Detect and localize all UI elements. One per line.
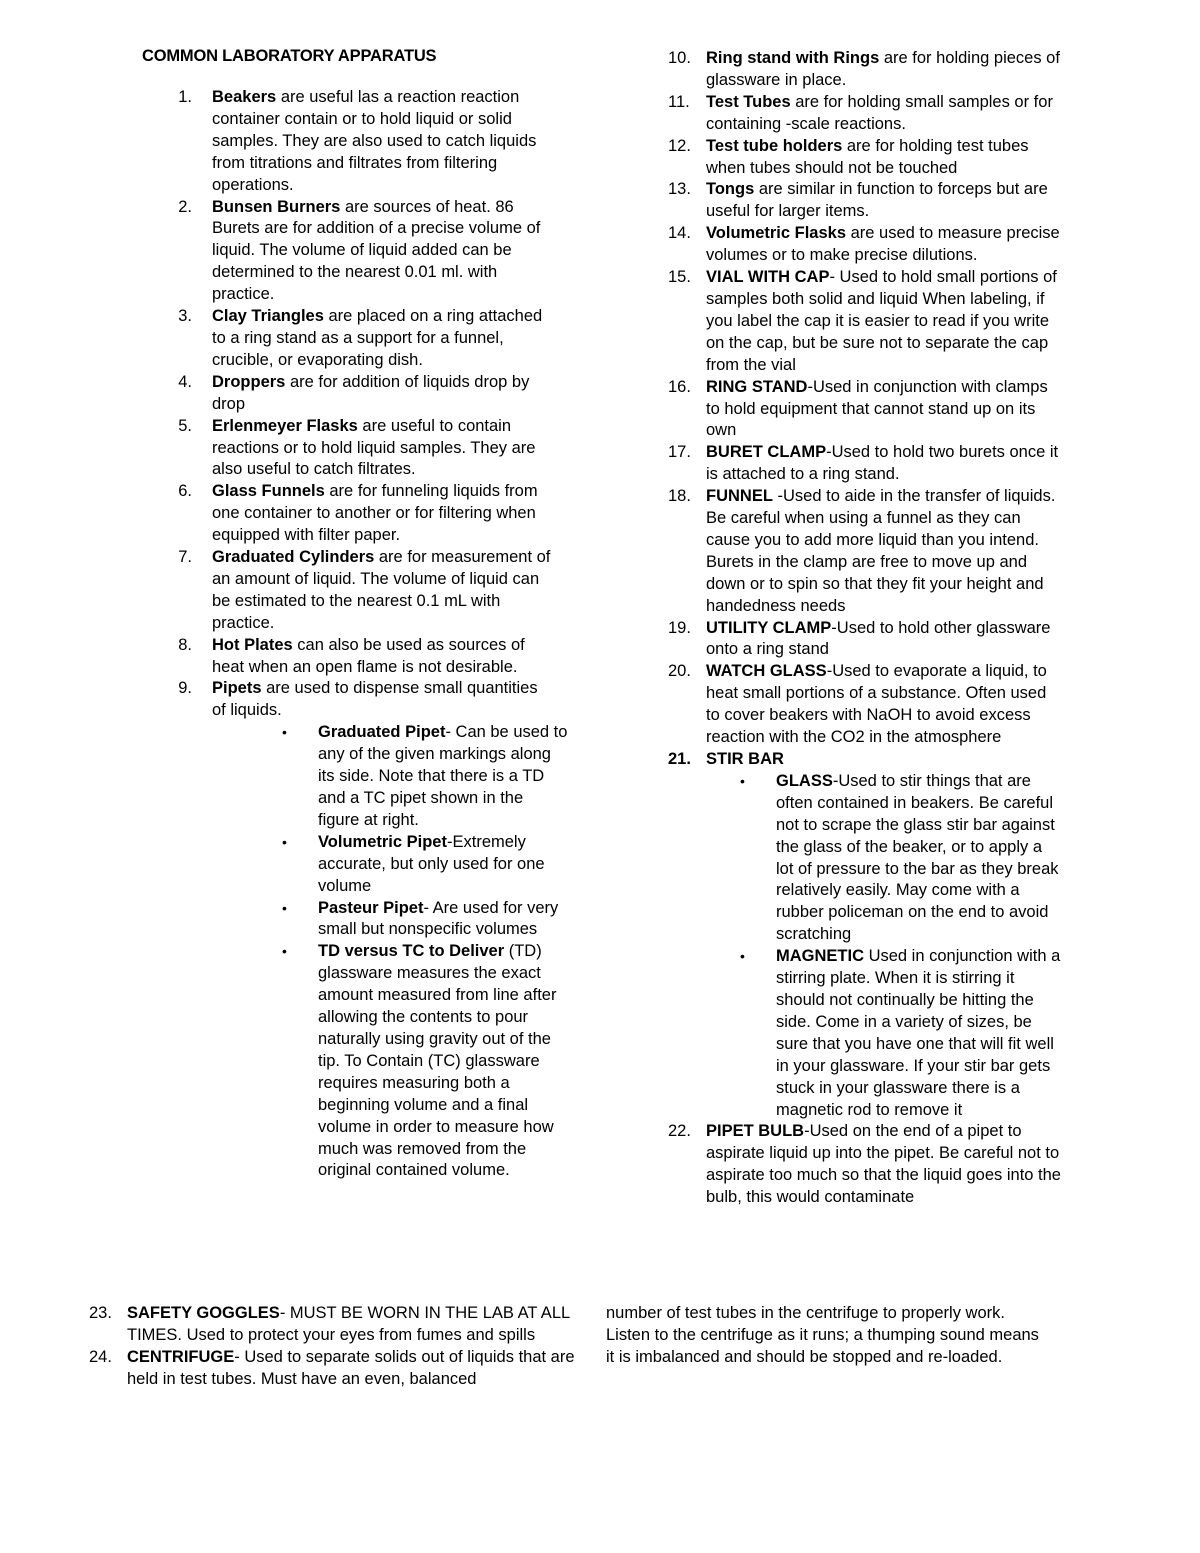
item-term: UTILITY CLAMP <box>706 618 832 637</box>
item-text: are for measurement of an amount of liquid. The volume of liquid can be estimated to the nearest 0.1 mL with practice. <box>212 548 551 632</box>
item-term: Graduated Cylinders <box>212 548 375 567</box>
bullet-item <box>282 941 568 1182</box>
item-term: STIR BAR <box>706 750 784 768</box>
item-text: -Used in conjunction with clamps to hold equipment that cannot stand up on its own <box>706 377 1048 440</box>
bullet-icon: • <box>282 724 287 741</box>
item-term: SAFETY GOGGLES <box>127 1304 280 1322</box>
list-item <box>89 1303 577 1347</box>
item-text: are for holding pieces of glassware in place. <box>706 49 1060 89</box>
bottom-left-column <box>89 1303 589 1391</box>
list-item <box>176 306 552 372</box>
list-item <box>176 635 552 679</box>
item-number: 17. <box>668 443 691 462</box>
item-number: 8. <box>178 635 192 654</box>
bullet-text: Used in conjunction with a stirring plate. When it is stirring it should not continually be hitting the side. Come in a variety of sizes, be sure that you have one that will fit well in your glassware. If your stir bar gets stuck in your glassware there is a magnetic rod to remove it <box>776 947 1061 1119</box>
bullet-term: Volumetric Pipet <box>318 832 447 851</box>
bullet-text: -Used to stir things that are often contained in beakers. Be careful not to scrape the glass stir bar against the glass of the beaker, or to apply a lot of pressure to the bar as they break relatively easily. May come with a rubber policeman on the end to avoid scratching <box>776 771 1059 944</box>
bullet-item <box>282 898 568 942</box>
item-number: 10. <box>668 49 691 67</box>
item-term: Test Tubes <box>706 92 791 111</box>
list-item <box>668 749 1062 771</box>
item-term: RING STAND <box>706 377 808 396</box>
item-number: 3. <box>178 307 192 326</box>
stirbar-bullet-list <box>668 771 1064 1122</box>
item-number: 7. <box>178 548 192 567</box>
bullet-icon: • <box>282 899 287 916</box>
item-text: are placed on a ring attached to a ring stand as a support for a funnel, crucible, or evaporating dish. <box>212 307 543 369</box>
item-text: -Used to aide in the transfer of liquids. Be careful when using a funnel as they can cause you to add more liquid than you intend. Burets in the clamp are free to move up and down or to spin so that they fit your height and handedness needs <box>706 487 1056 615</box>
bottom-right-column <box>606 1303 1046 1369</box>
item-number: 22. <box>668 1122 691 1141</box>
right-column <box>668 48 1068 1209</box>
item-term: Tongs <box>706 180 755 199</box>
item-text: are for funneling liquids from one container to another or for filtering when equipped with filter paper. <box>212 482 538 545</box>
list-item <box>176 197 552 307</box>
item-number: 2. <box>178 197 192 216</box>
bullet-item <box>282 722 568 832</box>
item-number: 18. <box>668 487 691 506</box>
item-term: PIPET BULB <box>706 1122 805 1141</box>
bullet-item <box>740 771 1064 946</box>
item-text: can also be used as sources of heat when an open flame is not desirable. <box>212 635 525 676</box>
bullet-term: MAGNETIC <box>776 947 864 966</box>
item-text: -Used on the end of a pipet to aspirate liquid up into the pipet. Be careful not to aspirate too much so that the liquid goes into the bulb, this would contaminate <box>706 1122 1061 1207</box>
list-item <box>668 48 1062 92</box>
item-number: 15. <box>668 268 691 287</box>
list-item <box>668 661 1062 749</box>
bullet-term: TD versus TC to Deliver <box>318 942 505 961</box>
item-number: 14. <box>668 224 691 243</box>
item-text: -Used to hold two burets once it is attached to a ring stand. <box>706 443 1059 484</box>
bullet-text: - Are used for very small but nonspecific volumes <box>318 898 559 939</box>
bullet-text: - Can be used to any of the given markings along its side. Note that there is a TD and a TC pipet shown in the figure at right. <box>318 723 568 829</box>
list-item <box>668 179 1062 223</box>
item-term: Beakers <box>212 88 277 106</box>
item-number: 12. <box>668 136 691 155</box>
bullet-text: (TD) glassware measures the exact amount measured from line after allowing the contents to pour naturally using gravity out of the tip. To Contain (TC) glassware requires measuring both a beginning volume and a final volume in order to measure how much was removed from the original contained volume. <box>318 942 557 1180</box>
item-text: are used to measure precise volumes or to make precise dilutions. <box>706 224 1060 265</box>
item-number: 19. <box>668 618 691 637</box>
bullet-term: GLASS <box>776 771 833 790</box>
list-item <box>176 416 552 482</box>
list-item <box>176 372 552 416</box>
bullet-item <box>282 832 568 898</box>
item-number: 5. <box>178 416 192 435</box>
bullet-item <box>740 946 1064 1121</box>
item-text: are similar in function to forceps but are useful for larger items. <box>706 180 1048 221</box>
item-term: WATCH GLASS <box>706 662 827 681</box>
list-item <box>668 442 1062 486</box>
item-number: 16. <box>668 377 691 396</box>
item-term: Ring stand with Rings <box>706 49 880 67</box>
list-item <box>176 547 552 635</box>
bullet-icon: • <box>740 772 745 789</box>
list-item <box>668 618 1062 662</box>
item-number: 4. <box>178 372 192 391</box>
item-term: Droppers <box>212 372 286 391</box>
item-term: FUNNEL <box>706 487 773 506</box>
item-text: are useful to contain reactions or to hold liquid samples. They are also useful to catch filtrates. <box>212 416 536 479</box>
list-item <box>668 267 1062 377</box>
item-term: Erlenmeyer Flasks <box>212 416 358 435</box>
bullet-text: -Extremely accurate, but only used for one volume <box>318 832 545 895</box>
continuation-text: number of test tubes in the centrifuge to properly work. Listen to the centrifuge as it runs; a thumping sound means it is imbalanced and should be stopped and re-loaded. <box>606 1304 1039 1366</box>
left-column <box>176 87 576 1182</box>
item-number: 23. <box>89 1304 112 1322</box>
item-number: 9. <box>178 679 192 698</box>
bullet-icon: • <box>282 943 287 960</box>
page-title: COMMON LABORATORY APPARATUS <box>142 47 437 65</box>
item-term: Clay Triangles <box>212 307 324 326</box>
item-number: 11. <box>668 92 690 111</box>
item-text: are for addition of liquids drop by drop <box>212 372 530 413</box>
item-term: Bunsen Burners <box>212 197 341 216</box>
item-text: are for holding test tubes when tubes should not be touched <box>706 136 1029 177</box>
list-item <box>668 223 1062 267</box>
list-item <box>176 87 552 197</box>
list-item <box>668 377 1062 443</box>
item-number: 24. <box>89 1347 112 1366</box>
list-item <box>176 678 552 722</box>
bullet-icon: • <box>740 948 745 965</box>
bullet-term: Pasteur Pipet <box>318 898 424 917</box>
item-text: are for holding small samples or for containing -scale reactions. <box>706 92 1053 133</box>
item-text: -Used to evaporate a liquid, to heat small portions of a substance. Often used to cover beakers with NaOH to avoid excess reaction with the CO2 in the atmosphere <box>706 662 1047 747</box>
list-item <box>668 92 1062 136</box>
item-number: 20. <box>668 662 691 681</box>
list-item <box>89 1347 577 1391</box>
item-term: Test tube holders <box>706 136 843 155</box>
item-text: are sources of heat. 86 Burets are for addition of a precise volume of liquid. The volume of liquid added can be determined to the nearest 0.01 ml. with practice. <box>212 197 541 304</box>
item-term: Glass Funnels <box>212 482 325 501</box>
item-text: are useful las a reaction reaction container contain or to hold liquid or solid samples. They are also used to catch liquids from titrations and filtrates from filtering operations. <box>212 88 537 194</box>
bullet-icon: • <box>282 833 287 850</box>
list-item <box>176 481 552 547</box>
item-text: -Used to hold other glassware onto a ring stand <box>706 618 1051 659</box>
item-text: are used to dispense small quantities of liquids. <box>212 679 538 720</box>
item-term: Pipets <box>212 679 262 698</box>
list-item <box>668 1121 1062 1209</box>
bullet-term: Graduated Pipet <box>318 723 446 742</box>
pipet-bullet-list <box>176 722 568 1182</box>
list-item <box>668 486 1062 617</box>
item-text: - Used to hold small portions of samples both solid and liquid When labeling, if you label the cap it is easier to read if you write on the cap, but be sure not to separate the cap from the vial <box>706 268 1057 374</box>
item-number: 21. <box>668 750 691 768</box>
item-number: 13. <box>668 180 691 199</box>
item-term: VIAL WITH CAP <box>706 268 830 287</box>
item-term: Volumetric Flasks <box>706 224 847 243</box>
item-text: - MUST BE WORN IN THE LAB AT ALL TIMES. Used to protect your eyes from fumes and spills <box>127 1304 570 1344</box>
item-number: 6. <box>178 482 192 501</box>
item-number: 1. <box>178 88 192 106</box>
item-term: Hot Plates <box>212 635 293 654</box>
item-term: BURET CLAMP <box>706 443 827 462</box>
item-term: CENTRIFUGE <box>127 1347 235 1366</box>
item-text: - Used to separate solids out of liquids that are held in test tubes. Must have an even, balanced <box>127 1347 575 1388</box>
list-item <box>668 136 1062 180</box>
